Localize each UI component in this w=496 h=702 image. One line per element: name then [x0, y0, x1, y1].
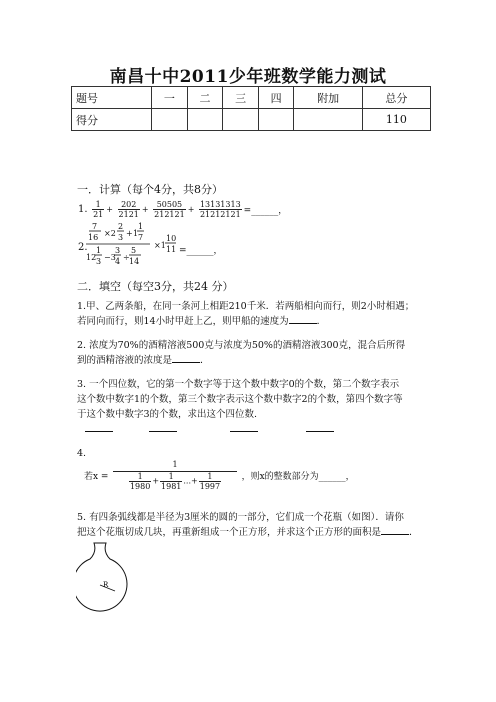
- q1-number: 1.: [78, 204, 88, 215]
- fraction: $\frac{1}{21}$: [93, 200, 104, 219]
- svg-text:1: 1: [138, 222, 144, 231]
- q1-answer-blank[interactable]: =______，: [243, 206, 288, 216]
- problem-1-answer-blank[interactable]: [289, 314, 317, 324]
- svg-text:5: 5: [131, 246, 137, 255]
- svg-text:7: 7: [92, 222, 98, 231]
- svg-text:÷: ÷: [123, 253, 130, 262]
- svg-text:+: +: [126, 229, 133, 238]
- svg-text:7: 7: [138, 233, 144, 242]
- fraction: $\frac{13131313}{21212121}$: [199, 200, 241, 219]
- svg-text:2: 2: [118, 222, 124, 231]
- score-cell[interactable]: [152, 109, 188, 131]
- section2-heading: 二．填空（每空3分，共24 分）: [77, 280, 234, 293]
- svg-text:16: 16: [88, 233, 99, 242]
- problem-3-answer-blank[interactable]: [85, 431, 113, 432]
- svg-text:1: 1: [133, 229, 139, 238]
- svg-text:4: 4: [115, 257, 121, 266]
- svg-text:3: 3: [115, 246, 121, 255]
- score-cell: 得分: [72, 109, 152, 131]
- radius-label: R: [103, 581, 109, 589]
- svg-text:14: 14: [129, 257, 140, 266]
- score-table-score-row: [72, 109, 431, 131]
- fraction: $\frac{1}{1997}$: [199, 472, 221, 491]
- fraction: $\frac{1}{1980}$: [129, 472, 151, 491]
- score-cell: 四: [258, 87, 294, 109]
- problem-5: 5. 有四条弧线都是半径为3厘米的圆的一部分，它们成一个花瓶（如图）．请你 把这个花瓶切成几块，再重新组成一个正方形，并求这个正方形的面积是 ．: [77, 512, 419, 538]
- svg-text:3: 3: [118, 233, 124, 242]
- fraction: $\frac{202}{2121}$: [118, 200, 139, 219]
- fraction: $\frac{1}{1981}$: [161, 472, 182, 491]
- score-cell: 题号: [72, 87, 152, 109]
- fraction: $\frac{50505}{212121}$: [154, 200, 185, 219]
- svg-text:12: 12: [86, 253, 97, 262]
- svg-text:3: 3: [96, 257, 102, 266]
- score-cell: 一: [152, 87, 188, 109]
- score-cell: 二: [187, 87, 223, 109]
- svg-text:×1: ×1: [154, 241, 166, 250]
- q2-answer-blank[interactable]: =______，: [179, 246, 223, 256]
- score-cell: 附加: [294, 87, 362, 109]
- q2-number: 2.: [78, 242, 88, 253]
- section1-heading: 一．计算（每个4分，共8分）: [77, 183, 223, 196]
- score-table-header-row: [72, 87, 431, 109]
- problem-4-expression: 若x = 1 $\frac{1}{1980}$ + $\frac{1}{1981}$ ...+ $\frac{1}{1997}$ ，则x的整数部分为______，: [84, 460, 355, 491]
- score-cell: 110: [362, 109, 430, 131]
- problem-1: 1.甲、乙两条船，在同一条河上相距210千米．若两船相向而行，则2小时相遇； 若同向而行，则14小时甲赶上乙，则甲船的速度为 ．: [77, 301, 415, 327]
- score-table: [71, 86, 431, 131]
- score-cell[interactable]: [294, 109, 362, 131]
- problem-4-answer-blank[interactable]: ，则x的整数部分为______，: [241, 471, 355, 482]
- svg-text:×2: ×2: [104, 229, 116, 238]
- vase-figure: [76, 540, 136, 635]
- problem-4-number: 4.: [77, 448, 87, 459]
- score-cell: 总分: [362, 87, 430, 109]
- score-cell: 三: [223, 87, 259, 109]
- problem-2: 2. 浓度为70%的酒精溶液500克与浓度为50%的酒精溶液300克，混合后所得 到的酒精溶液的浓度是 ．: [77, 340, 406, 366]
- page-title: 南昌十中2011少年班数学能力测试: [109, 67, 387, 87]
- problem-5-answer-blank[interactable]: [381, 525, 409, 535]
- svg-text:10: 10: [166, 234, 177, 243]
- problem-3-answer-blank[interactable]: [230, 431, 258, 432]
- score-cell[interactable]: [223, 109, 259, 131]
- score-cell[interactable]: [258, 109, 294, 131]
- problem-2-answer-blank[interactable]: [172, 353, 200, 363]
- svg-text:−3: −3: [104, 253, 116, 262]
- problem-3-answer-blank[interactable]: [306, 431, 334, 432]
- problem-3: 3. 一个四位数，它的第一个数字等于这个数中数字0的个数，第二个数字表示 这个数中数字1的个数，第三个数字表示这个数中数字2的个数，第四个数字等 于这个数中数字3的个数，求出这个四位数.: [77, 379, 403, 420]
- q1-expression: 1. $\frac{1}{21}$ + $\frac{202}{2121}$ + $\frac{50505}{212121}$ + $\frac{13131313}{21212121}$ =______，: [78, 200, 288, 219]
- problem-3-answer-blank[interactable]: [149, 431, 177, 432]
- svg-text:11: 11: [166, 245, 177, 254]
- score-cell[interactable]: [187, 109, 223, 131]
- fraction: 1 $\frac{1}{1980}$ + $\frac{1}{1981}$ ...+ $\frac{1}{1997}$: [113, 459, 237, 491]
- svg-text:1: 1: [96, 246, 102, 255]
